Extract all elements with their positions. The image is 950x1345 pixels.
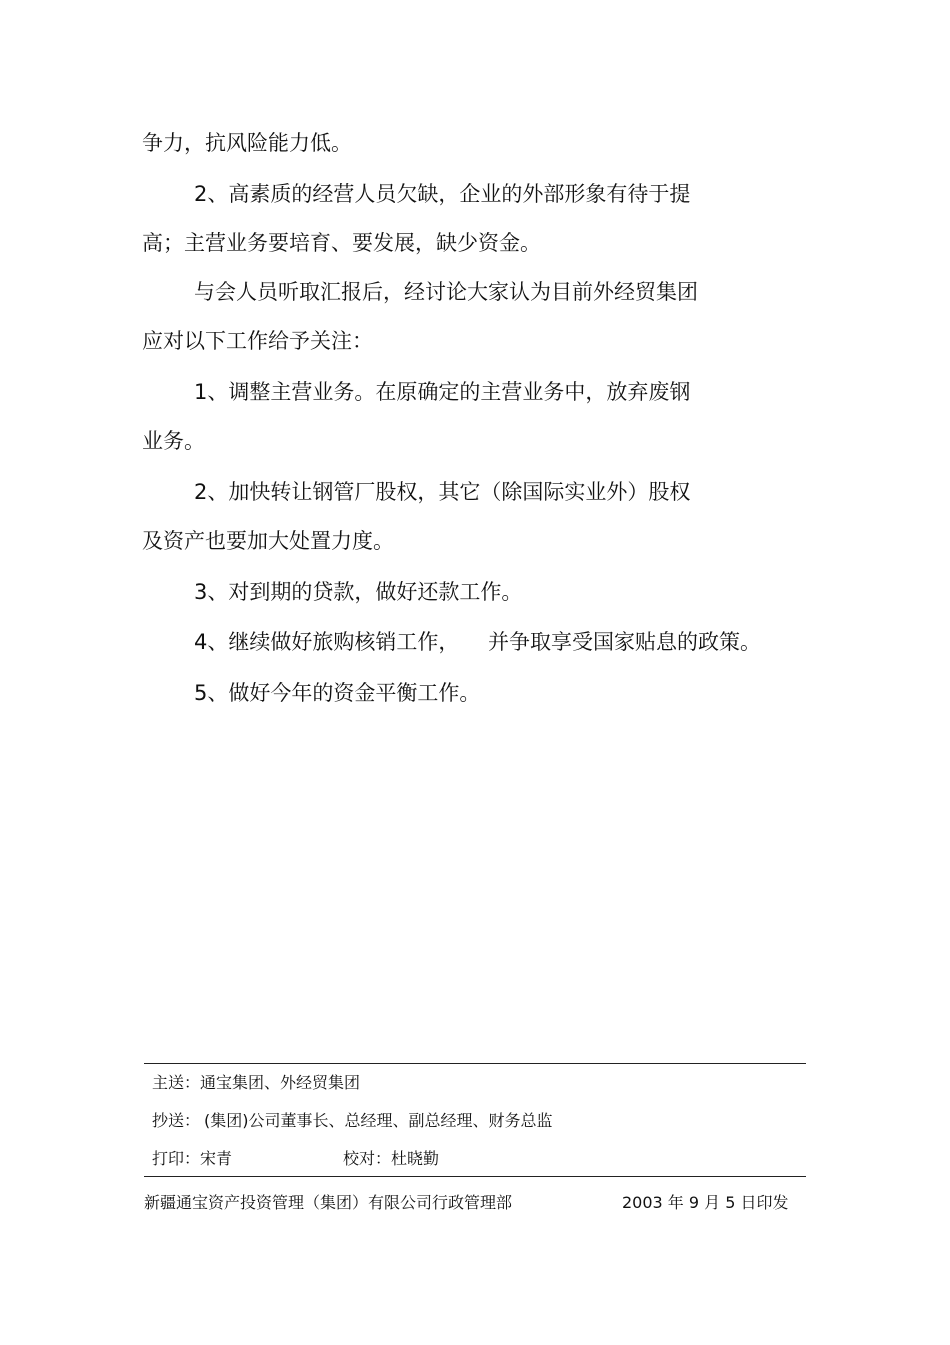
footer-date: 2003 年 9 月 5 日印发 (622, 1193, 789, 1212)
main-send-value: 通宝集团、外经贸集团 (200, 1073, 361, 1092)
body-line-5: 应对以下工作给予关注： (142, 329, 373, 353)
proof-label: 校对： (343, 1149, 392, 1168)
body-line-12: 5、做好今年的资金平衡工作。 (194, 681, 481, 705)
body-line-6: 1、调整主营业务。在原确定的主营业务中，放弃废钢 (194, 380, 691, 404)
body-line-11b: 并争取享受国家贴息的政策。 (488, 630, 761, 654)
proof-row (343, 1148, 439, 1170)
body-line-1: 争力，抗风险能力低。 (142, 131, 352, 155)
distribution-top-rule (144, 1063, 806, 1064)
proof-value: 杜晓勤 (391, 1149, 440, 1168)
copy-row (152, 1110, 553, 1132)
main-send-row (152, 1072, 360, 1094)
distribution-bottom-rule (144, 1176, 806, 1177)
print-row (152, 1148, 232, 1170)
body-line-10: 3、对到期的贷款，做好还款工作。 (194, 580, 523, 604)
main-send-label: 主送： (152, 1073, 201, 1092)
copy-value: (集团)公司董事长、总经理、副总经理、财务总监 (204, 1111, 553, 1130)
body-line-4: 与会人员听取汇报后，经讨论大家认为目前外经贸集团 (194, 280, 698, 304)
body-line-2: 2、高素质的经营人员欠缺，企业的外部形象有待于提 (194, 182, 691, 206)
body-line-8: 2、加快转让钢管厂股权，其它（除国际实业外）股权 (194, 480, 691, 504)
body-line-9: 及资产也要加大处置力度。 (142, 529, 394, 553)
print-label: 打印： (152, 1149, 201, 1168)
body-line-11a: 4、继续做好旅购核销工作， (194, 630, 460, 654)
copy-label: 抄送： (152, 1111, 201, 1130)
print-value: 宋青 (200, 1149, 233, 1168)
footer-issuer: 新疆通宝资产投资管理（集团）有限公司行政管理部 (144, 1193, 513, 1212)
body-line-3: 高；主营业务要培育、要发展，缺少资金。 (142, 231, 541, 255)
body-line-7: 业务。 (142, 429, 205, 453)
